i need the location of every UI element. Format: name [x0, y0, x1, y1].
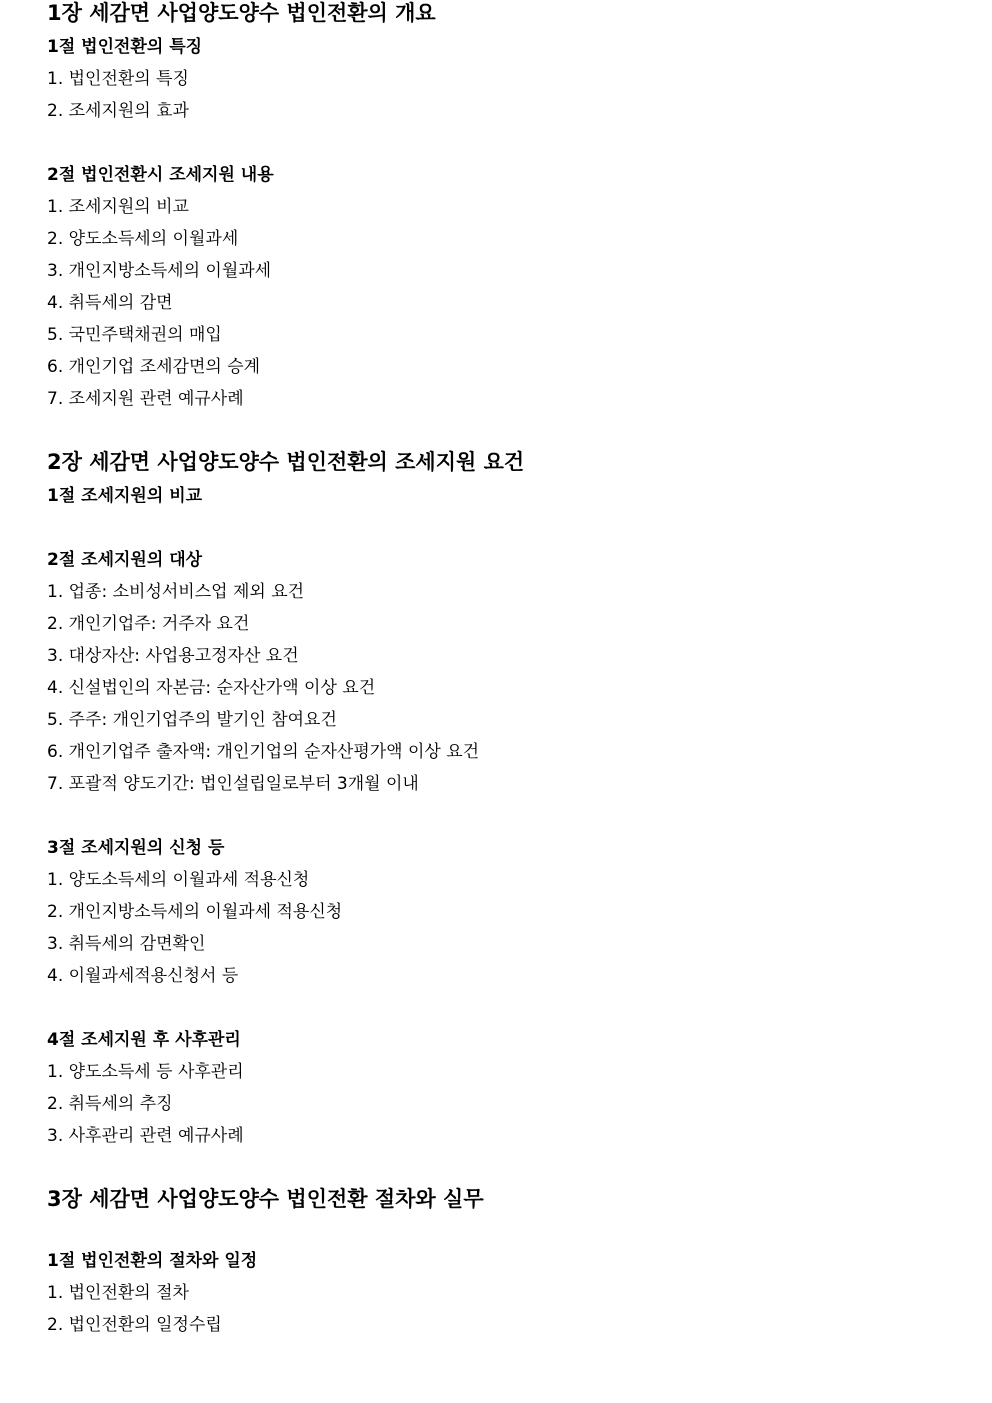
chapter-3-section-1-title: 1절 법인전환의 절차와 일정 [47, 1251, 258, 1271]
list-item: 3. 취득세의 감면확인 [47, 934, 206, 954]
list-item: 4. 취득세의 감면 [47, 293, 173, 313]
list-item: 1. 법인전환의 절차 [47, 1283, 189, 1303]
list-item: 7. 조세지원 관련 예규사례 [47, 389, 244, 409]
chapter-2-section-3-title: 3절 조세지원의 신청 등 [47, 838, 225, 858]
list-item: 3. 대상자산: 사업용고정자산 요건 [47, 646, 299, 666]
chapter-2-title: 2장 세감면 사업양도양수 법인전환의 조세지원 요건 [47, 450, 525, 474]
list-item: 2. 법인전환의 일정수립 [47, 1315, 222, 1335]
list-item: 3. 사후관리 관련 예규사례 [47, 1126, 244, 1146]
chapter-3-title: 3장 세감면 사업양도양수 법인전환 절차와 실무 [47, 1187, 484, 1211]
list-item: 1. 양도소득세의 이월과세 적용신청 [47, 870, 310, 890]
chapter-2-section-2-title: 2절 조세지원의 대상 [47, 550, 203, 570]
list-item: 1. 법인전환의 특징 [47, 69, 189, 89]
list-item: 2. 취득세의 추징 [47, 1094, 173, 1114]
list-item: 6. 개인기업 조세감면의 승계 [47, 357, 261, 377]
list-item: 4. 신설법인의 자본금: 순자산가액 이상 요건 [47, 678, 376, 698]
list-item: 4. 이월과세적용신청서 등 [47, 966, 239, 986]
chapter-1-section-1-title: 1절 법인전환의 특징 [47, 37, 203, 57]
list-item: 1. 업종: 소비성서비스업 제외 요건 [47, 582, 305, 602]
list-item: 6. 개인기업주 출자액: 개인기업의 순자산평가액 이상 요건 [47, 742, 480, 762]
list-item: 5. 주주: 개인기업주의 발기인 참여요건 [47, 710, 337, 730]
list-item: 7. 포괄적 양도기간: 법인설립일로부터 3개월 이내 [47, 774, 419, 794]
list-item: 5. 국민주택채권의 매입 [47, 325, 222, 345]
list-item: 2. 조세지원의 효과 [47, 101, 189, 121]
list-item: 1. 양도소득세 등 사후관리 [47, 1062, 244, 1082]
list-item: 2. 개인기업주: 거주자 요건 [47, 614, 250, 634]
list-item: 2. 양도소득세의 이월과세 [47, 229, 239, 249]
list-item: 3. 개인지방소득세의 이월과세 [47, 261, 272, 281]
chapter-2-section-1-title: 1절 조세지원의 비교 [47, 486, 203, 506]
chapter-1-section-2-title: 2절 법인전환시 조세지원 내용 [47, 165, 274, 185]
table-of-contents [47, 0, 967, 1341]
list-item: 2. 개인지방소득세의 이월과세 적용신청 [47, 902, 343, 922]
list-item: 1. 조세지원의 비교 [47, 197, 189, 217]
chapter-2-section-4-title: 4절 조세지원 후 사후관리 [47, 1030, 241, 1050]
chapter-1-title: 1장 세감면 사업양도양수 법인전환의 개요 [47, 1, 436, 25]
